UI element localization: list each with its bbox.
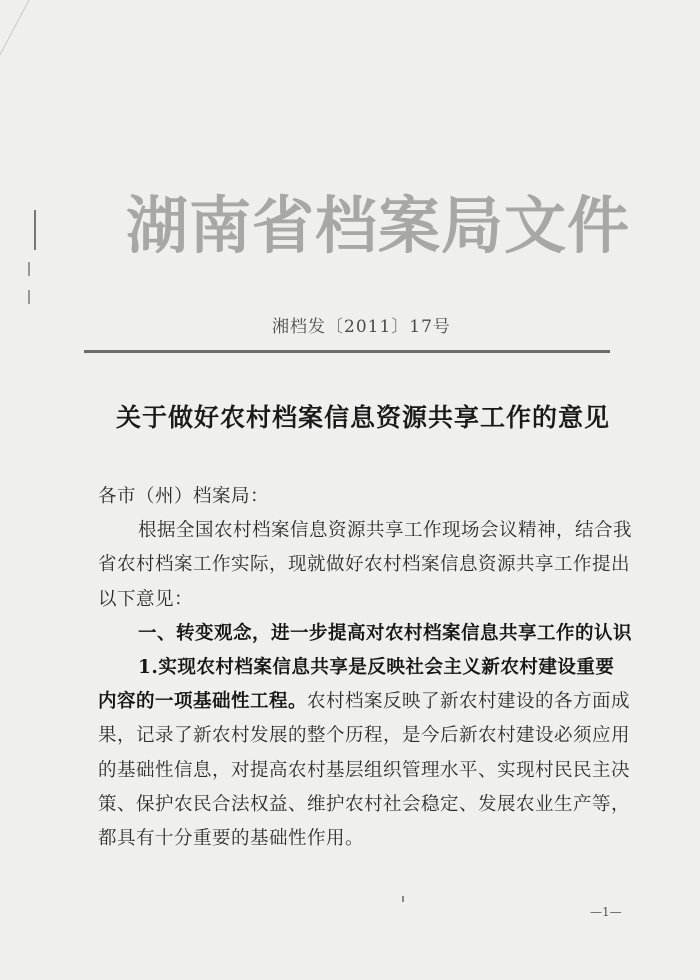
section-heading: 一、转变观念，进一步提高对农村档案信息共享工作的认识: [138, 622, 633, 644]
binding-dot: [28, 290, 30, 304]
item-line: 都具有十分重要的基础性作用。: [98, 828, 365, 850]
item-bold-line: 1.实现农村档案信息共享是反映社会主义新农村建设重要: [138, 657, 615, 679]
item-line: 策、保护农民合法权益、维护农村社会稳定、发展农业生产等，: [98, 793, 631, 815]
binding-mark: [34, 210, 36, 250]
header-rule: [84, 350, 610, 353]
binding-dot: [28, 262, 30, 276]
document-title: 关于做好农村档案信息资源共享工作的意见: [116, 403, 611, 432]
paper-fold-line: [0, 0, 65, 110]
item-line: 果，记录了新农村发展的整个历程，是今后新农村建设必须应用: [98, 725, 631, 747]
item-line: [98, 685, 638, 719]
item-bold-line: 内容的一项基础性工程。: [98, 691, 308, 713]
salutation: 各市（州）档案局：: [98, 486, 270, 507]
document-number: 湘档发〔2011〕17号: [272, 317, 451, 337]
paper-speck: [402, 896, 404, 902]
header-title: 湖南省档案局文件: [126, 189, 631, 262]
body-text: [98, 480, 638, 856]
paragraph-line: 根据全国农村档案信息资源共享工作现场会议精神，结合我: [138, 520, 633, 542]
paragraph-line: 省农村档案工作实际，现就做好农村档案信息资源共享工作提出: [98, 554, 631, 576]
paragraph-line: 以下意见：: [98, 588, 194, 610]
item-line-rest: 农村档案反映了新农村建设的各方面成: [307, 691, 631, 713]
item-line: 的基础性信息，对提高农村基层组织管理水平、实现村民民主决: [98, 759, 631, 781]
page-number: —1—: [590, 905, 622, 919]
